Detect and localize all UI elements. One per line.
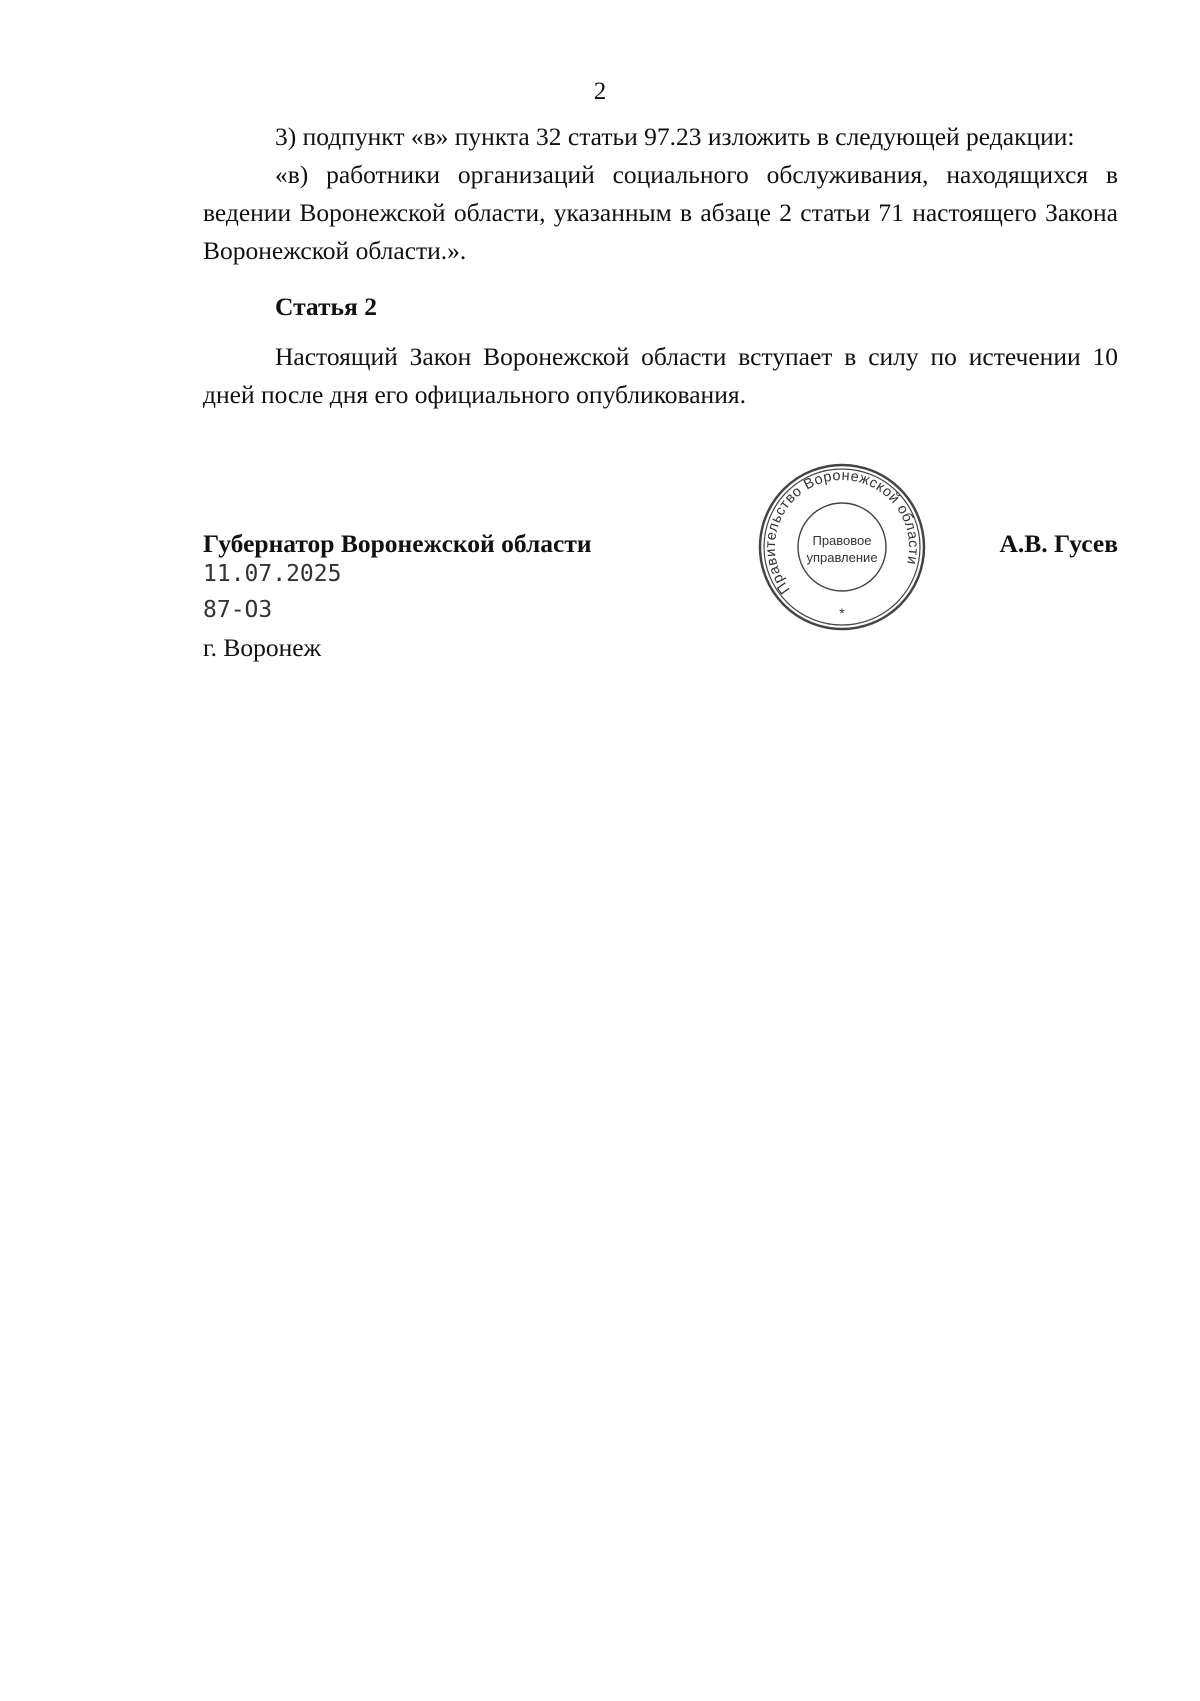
signatory-title: Губернатор Воронежской области	[203, 529, 592, 558]
law-number: 87-ОЗ	[203, 597, 273, 623]
signatory-name: А.В. Гусев	[999, 529, 1118, 558]
page-number: 2	[593, 78, 607, 105]
seal-star: *	[839, 605, 845, 621]
seal-center-line2: управление	[806, 550, 878, 565]
seal-ring-text: Правительство Воронежской области	[762, 467, 922, 597]
place-of-signing: г. Воронеж	[203, 633, 322, 662]
article-heading: Статья 2	[275, 292, 377, 321]
paragraph-quote: «в) работники организаций социального обслуживания, находящихся в ведении Воронежской области, указанным в абзаце 2 статьи 71 настоящего Закона Воронежской области.».	[203, 160, 1118, 265]
seal-center-line1: Правовое	[812, 533, 872, 548]
law-date: 11.07.2025	[203, 561, 342, 587]
paragraph-amendment: 3) подпункт «в» пункта 32 статьи 97.23 изложить в следующей редакции:	[275, 122, 1075, 151]
document-body	[203, 118, 1118, 414]
official-seal	[757, 462, 927, 632]
article-text: Настоящий Закон Воронежской области вступает в силу по истечении 10 дней после дня его официального опубликования.	[203, 342, 1118, 409]
